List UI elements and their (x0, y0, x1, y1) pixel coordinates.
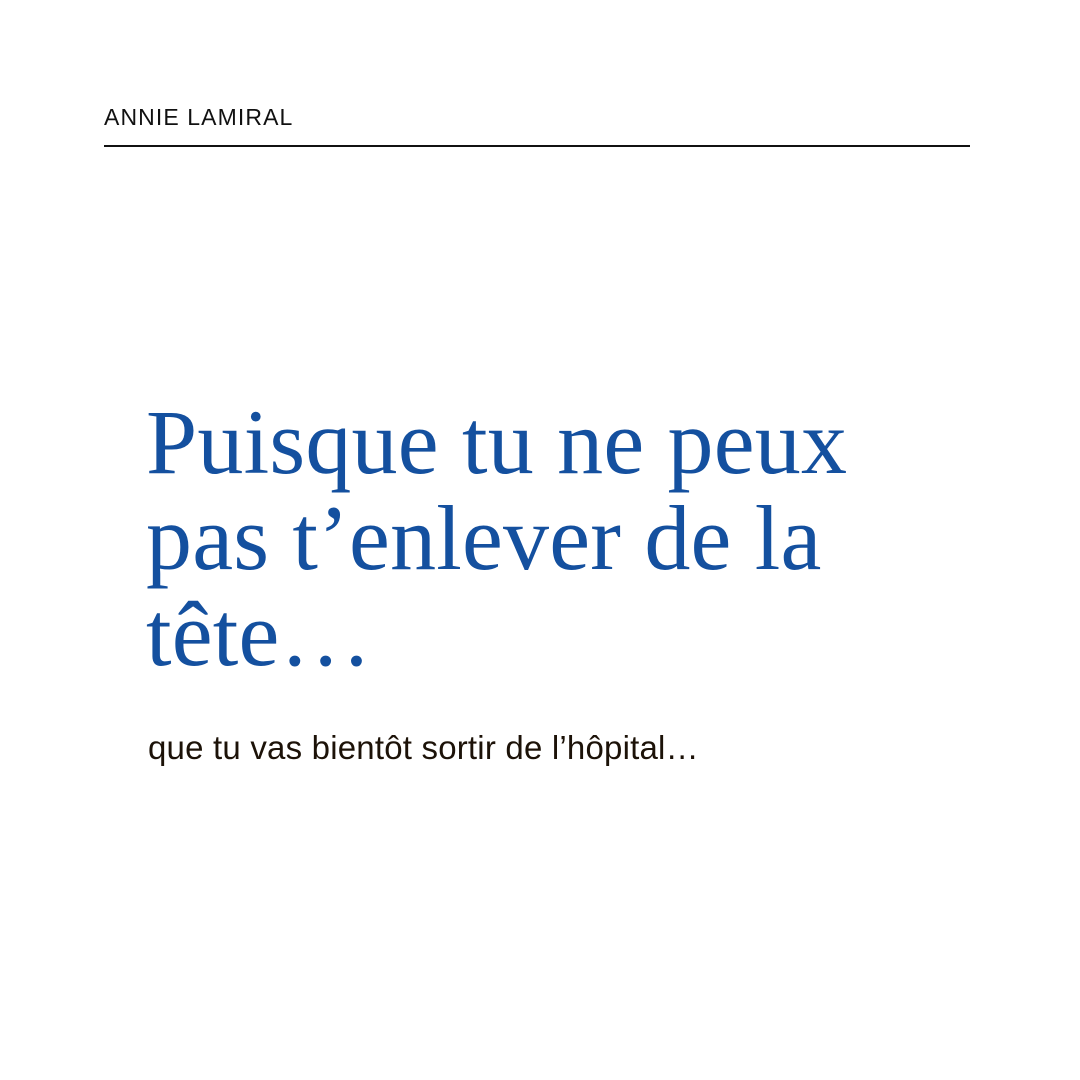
headline (146, 391, 926, 685)
author-name: ANNIE LAMIRAL (104, 104, 294, 130)
subline: que tu vas bientôt sortir de l’hôpital… (148, 729, 699, 766)
headline-line-2: pas t’enlever de la (146, 487, 822, 589)
headline-line-3: tête… (146, 583, 372, 685)
horizontal-divider (104, 145, 970, 147)
headline-line-1: Puisque tu ne peux (146, 391, 848, 493)
author-block (104, 104, 970, 147)
